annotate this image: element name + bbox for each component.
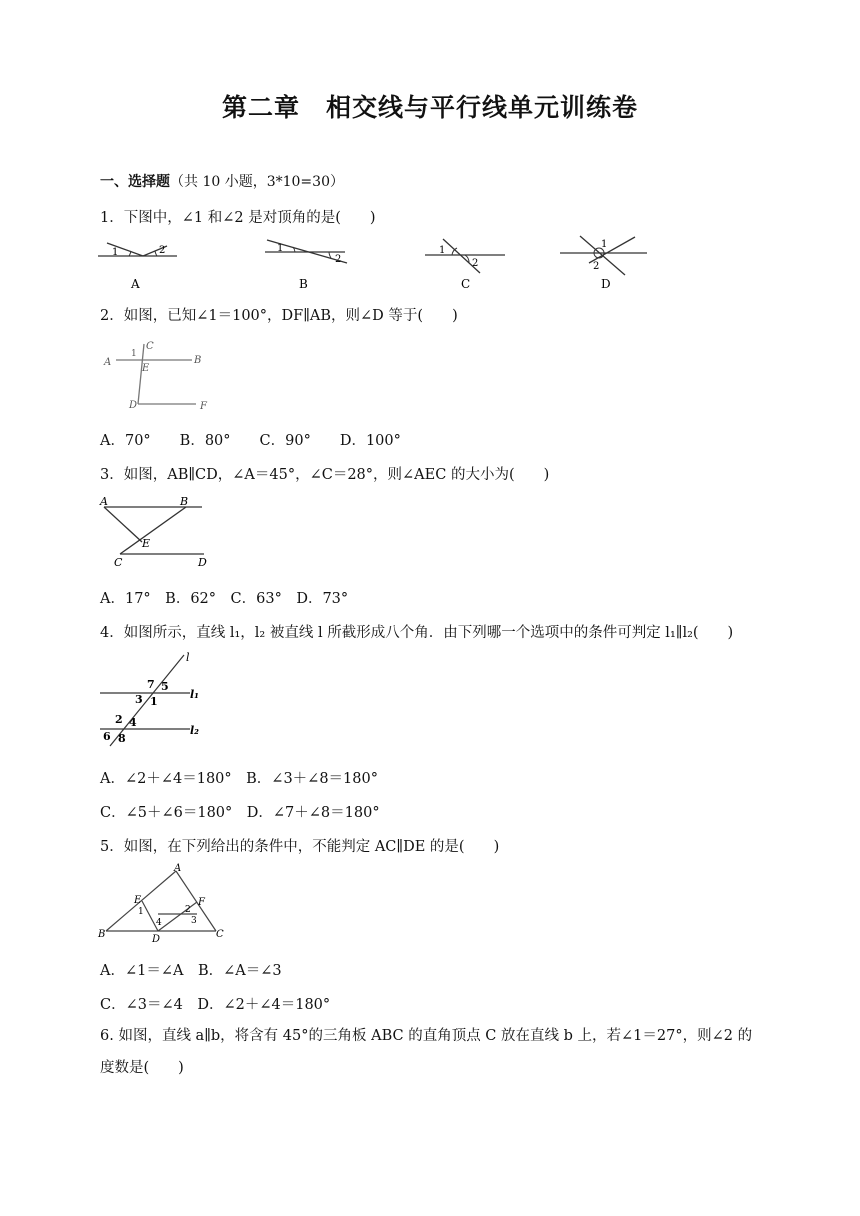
figure-1a-label: A [131, 277, 140, 291]
svg-text:6: 6 [103, 730, 111, 743]
figure-1d [560, 236, 647, 291]
svg-text:4: 4 [156, 918, 162, 928]
section-note: （共 10 小题，3*10=30） [170, 174, 344, 190]
figure-1b-label: B [299, 277, 308, 291]
question-6-stem: 6. 如图，直线 a∥b，将含有 45°的三角板 ABC 的直角顶点 C 放在直线 b 上，若∠1＝27°，则∠2 的度数是( ) [100, 1028, 753, 1076]
svg-text:A: A [100, 495, 108, 508]
question-4-options-line2: C．∠5＋∠6＝180° D．∠7＋∠8＝180° [100, 805, 380, 821]
question-5-figure [96, 863, 228, 943]
question-4-figure [98, 650, 210, 748]
question-3-figure [98, 495, 218, 570]
figure-1c-label: C [461, 277, 471, 291]
question-4-stem: 4．如图所示，直线 l₁，l₂ 被直线 l 所截形成八个角．由下列哪一个选项中的条件可判定 l₁∥l₂( ) [100, 625, 734, 641]
svg-text:1: 1 [138, 907, 144, 917]
svg-text:1: 1 [131, 349, 137, 359]
question-5-options-line1: A．∠1＝∠A B．∠A＝∠3 [100, 963, 282, 979]
question-2-stem: 2．如图，已知∠1＝100°，DF∥AB，则∠D 等于( ) [100, 308, 458, 324]
svg-text:B: B [180, 495, 189, 508]
question-1-stem: 1．下图中，∠1 和∠2 是对顶角的是( ) [100, 210, 376, 226]
svg-text:1: 1 [439, 245, 446, 256]
svg-text:1: 1 [601, 239, 608, 250]
figure-1c [425, 239, 505, 291]
svg-text:2: 2 [115, 713, 123, 726]
question-4-options-line1: A．∠2＋∠4＝180° B．∠3＋∠8＝180° [100, 771, 378, 787]
figure-1b [265, 240, 347, 291]
svg-text:3: 3 [135, 693, 143, 706]
svg-text:1: 1 [277, 243, 284, 254]
question-1-figures [95, 233, 655, 293]
svg-text:B: B [98, 929, 106, 940]
svg-text:F: F [198, 897, 205, 908]
svg-text:2: 2 [185, 905, 191, 915]
question-5-stem: 5．如图，在下列给出的条件中，不能判定 AC∥DE 的是( ) [100, 839, 500, 855]
svg-text:l: l [186, 651, 190, 664]
svg-text:A: A [104, 357, 112, 368]
figure-1d-label: D [601, 277, 611, 291]
question-5-options-line2: C．∠3＝∠4 D．∠2＋∠4＝180° [100, 997, 331, 1013]
svg-text:1: 1 [150, 695, 158, 708]
svg-text:C: C [146, 341, 154, 352]
svg-text:C: C [216, 929, 224, 940]
section-title: 一、选择题 [100, 174, 170, 190]
figure-1a [98, 243, 177, 291]
svg-text:2: 2 [159, 245, 166, 256]
section-heading [100, 171, 344, 191]
svg-text:2: 2 [593, 261, 600, 272]
svg-text:l₂: l₂ [190, 724, 199, 737]
svg-text:8: 8 [118, 732, 126, 745]
question-2-options: A．70° B．80° C．90° D．100° [100, 433, 401, 449]
svg-text:F: F [200, 401, 207, 412]
svg-text:5: 5 [161, 680, 169, 693]
svg-text:E: E [142, 537, 151, 550]
svg-text:D: D [152, 934, 161, 945]
svg-text:l₁: l₁ [190, 688, 199, 701]
question-3-options: A．17° B．62° C．63° D．73° [100, 591, 349, 607]
page-title: 第二章 相交线与平行线单元训练卷 [221, 93, 638, 122]
svg-text:3: 3 [191, 916, 197, 926]
svg-text:E: E [134, 895, 142, 906]
svg-text:D: D [129, 400, 138, 411]
svg-text:D: D [198, 556, 207, 569]
svg-text:2: 2 [472, 258, 479, 269]
svg-text:B: B [194, 355, 202, 366]
svg-text:C: C [114, 556, 123, 569]
svg-text:7: 7 [147, 678, 155, 691]
svg-text:E: E [142, 363, 150, 374]
svg-text:4: 4 [129, 716, 137, 729]
svg-text:2: 2 [335, 254, 342, 265]
question-2-figure [100, 338, 220, 416]
svg-text:A: A [174, 863, 182, 874]
question-3-stem: 3．如图，AB∥CD，∠A＝45°，∠C＝28°，则∠AEC 的大小为( ) [100, 467, 550, 483]
svg-text:1: 1 [112, 247, 119, 258]
